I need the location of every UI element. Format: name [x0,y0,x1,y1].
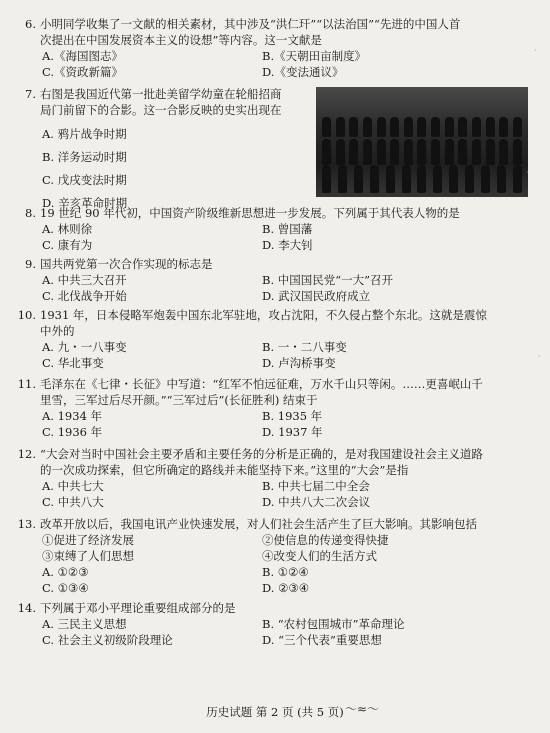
question-stem-cont: 中外的 [40,324,75,338]
question-12 [14,446,483,510]
question-stem: 19 世纪 90 年代初，中国资产阶级维新思想进一步发展。下列属于其代表人物的是 [40,206,460,220]
option-a: A. 1934 年 [42,409,103,423]
question-number: 11. [17,377,36,391]
scan-speck: · [538,352,541,361]
question-14 [14,600,405,648]
question-6 [14,16,460,80]
question-stem-cont: 次提出在中国发展资本主义的设想”等内容。这一文献是 [40,33,322,47]
option-d: D. 武汉国民政府成立 [262,289,371,303]
question-number: 12. [17,447,36,461]
option-a: A. 鸦片战争时期 [42,127,127,141]
option-a: A. 林则徐 [42,222,93,236]
question-8 [14,205,460,253]
option-d: D. 1937 年 [262,425,323,439]
question-stem: 毛泽东在《七律・长征》中写道：“红军不怕远征难，万水千山只等闲。……更喜岷山千 [40,377,483,391]
option-a: A.《海国图志》 [42,49,123,63]
question-stem: 国共两党第一次合作实现的标志是 [40,257,213,271]
scan-speck: · [526,168,529,177]
option-c: C. 社会主义初级阶段理论 [42,633,173,647]
option-c: C. 戊戌变法时期 [42,173,127,187]
question-stem: 右图是我国近代第一批赴美留学幼童在轮船招商 [40,87,282,101]
option-b: B. 中共七届二中全会 [262,479,370,493]
question-9 [14,256,394,304]
option-d: D.《变法通议》 [262,65,344,79]
option-d: D. “三个代表”重要思想 [262,633,382,647]
option-d: D. ②③④ [262,581,310,595]
option-b: B. “农村包围城市”革命理论 [262,617,405,631]
option-d: D. 卢沟桥事变 [262,356,336,370]
question-stem-cont: 的一次成功探索，但它所确定的路线并未能坚持下来。”这里的“大会”是指 [40,463,409,477]
question-stem-cont: 里雪，三军过后尽开颜。”“三军过后”(长征胜利) 结束于 [40,393,318,407]
option-a: A. 中共三大召开 [42,273,127,287]
option-b: B. 曾国藩 [262,222,313,236]
option-c: C. 中共八大 [42,495,104,509]
question-number: 7. [25,87,36,101]
question-number: 14. [17,601,36,615]
option-d: D. 辛亥革命时期 [42,196,128,210]
statement-4: ④改变人们的生活方式 [262,549,377,563]
question-7 [14,86,282,215]
question-number: 13. [17,517,36,531]
question-number: 10. [17,308,36,322]
option-b: B. 中国国民党“一大”召开 [262,273,394,287]
question-number: 6. [25,17,36,31]
option-c: C. 康有为 [42,238,93,252]
question-number: 8. [25,206,36,220]
statement-3: ③束缚了人们思想 [42,549,134,563]
option-b: B.《天朝田亩制度》 [262,49,367,63]
question-stem: 小明同学收集了一文献的相关素材，其中涉及“洪仁玕”“以法治国”“先进的中国人首 [40,17,461,31]
option-c: C. ①③④ [42,581,89,595]
question-stem: 下列属于邓小平理论重要组成部分的是 [40,601,236,615]
question-stem: 1931 年，日本侵略军炮轰中国东北军驻地，攻占沈阳，不久侵占整个东北。这就是震惊 [40,308,487,322]
statement-2: ②使信息的传递变得快捷 [262,533,389,547]
question-13 [14,516,477,596]
option-d: D. 中共八大二次会议 [262,495,371,509]
option-a: A. ①②③ [42,565,89,579]
option-d: D. 李大钊 [262,238,313,252]
option-a: A. 九・一八事变 [42,340,127,354]
option-a: A. 三民主义思想 [42,617,127,631]
option-b: B. 1935 年 [262,409,323,423]
question-stem: 改革开放以后，我国电讯产业快速发展，对人们社会生活产生了巨大影响。其影响包括 [40,517,477,531]
pen-scribble: ～≈～ [345,702,380,716]
question-number: 9. [25,257,36,271]
option-a: A. 中共七大 [42,479,104,493]
statement-1: ①促进了经济发展 [42,533,134,547]
question-10 [14,307,487,371]
question-stem-cont: 局门前留下的合影。这一合影反映的史实出现在 [40,103,282,117]
option-c: C. 北伐战争开始 [42,289,127,303]
question-11 [14,376,483,440]
option-c: C.《资政新篇》 [42,65,124,79]
scan-speck: · [534,46,537,55]
option-b: B. ①②④ [262,565,309,579]
option-c: C. 华北事变 [42,356,104,370]
group-photo [316,87,528,197]
option-b: B. 洋务运动时期 [42,150,127,164]
option-c: C. 1936 年 [42,425,103,439]
page-footer: 历史试题 第 2 页 (共 5 页) [206,705,344,719]
question-stem: “大会对当时中国社会主要矛盾和主要任务的分析是正确的，是对我国建设社会主义道路 [40,447,483,461]
option-b: B. 一・二八事变 [262,340,347,354]
